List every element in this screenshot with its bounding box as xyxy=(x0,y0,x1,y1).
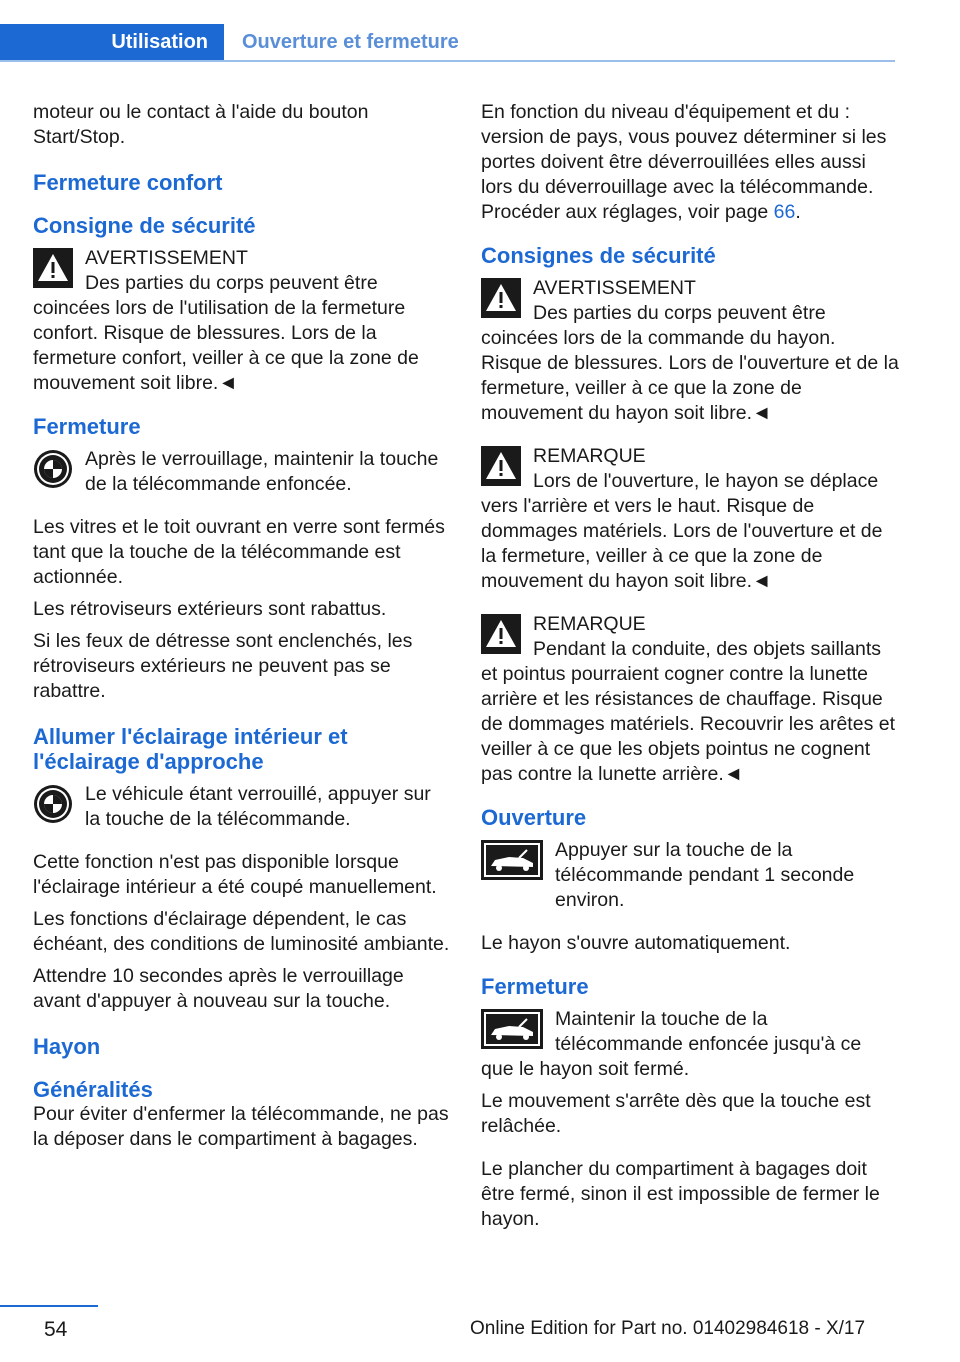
tailgate-button-icon xyxy=(481,1009,543,1049)
remark-title: REMARQUE xyxy=(533,445,646,467)
paragraph-vitres: Les vitres et le toit ouvrant en verre sont fermés tant que la touche de la télécommande est actionnée. xyxy=(33,516,445,588)
warning-title: AVERTISSEMENT xyxy=(533,277,696,299)
heading-fermeture: Fermeture xyxy=(33,414,141,439)
remark-note xyxy=(481,612,899,787)
paragraph-equipement-text: En fonction du niveau d'équipement et du : version de pays, vous pouvez déterminer si les portes doivent être déverrouillées elles aussi lors du déverrouillage avec la télécommande. Procéder aux réglages, voir page xyxy=(481,101,887,223)
heading-consigne-securite: Consigne de sécurité xyxy=(33,213,256,238)
instruction-text: Le véhicule étant verrouillé, appuyer sur la touche de la télécommande. xyxy=(85,783,431,830)
warning-text: Des parties du corps peuvent être coincées lors de la commande du hayon. Risque de blessures. Lors de l'ouverture et de la fermeture, veiller à ce que la zone de mouvement du hayon soit libre.◄ xyxy=(481,302,899,424)
paragraph-equipement-end: . xyxy=(795,201,801,223)
heading-consignes-securite: Consignes de sécurité xyxy=(481,243,716,268)
footer-rule xyxy=(0,1305,98,1307)
remark-note xyxy=(481,444,899,594)
bmw-remote-button-icon xyxy=(33,784,73,824)
heading-hayon: Hayon xyxy=(33,1034,101,1059)
warning-title: AVERTISSEMENT xyxy=(85,247,248,269)
page-number: 54 xyxy=(44,1318,68,1341)
tab-ouverture-fermeture[interactable]: Ouverture et fermeture xyxy=(242,31,459,53)
edition-label: Online Edition for Part no. 01402984618 - X/17 xyxy=(470,1318,866,1339)
header-rule xyxy=(0,60,895,62)
instruction-text: Maintenir la touche de la télécommande enfoncée jusqu'à ce que le hayon soit fermé. xyxy=(481,1008,862,1080)
warning-triangle-icon xyxy=(481,446,521,486)
tailgate-close-instruction xyxy=(481,1007,899,1082)
remark-text: Lors de l'ouverture, le hayon se déplace vers l'arrière et vers le haut. Risque de dommages matériels. Lors de l'ouverture et de la fermeture, veiller à ce que la zone de mouvement du hayon soit libre.◄ xyxy=(481,470,883,592)
warning-note xyxy=(33,246,451,396)
remote-lock-instruction xyxy=(33,447,451,497)
instruction-text: Après le verrouillage, maintenir la touche de la télécommande enfoncée. xyxy=(85,448,439,495)
remark-text: Pendant la conduite, des objets saillants et pointus pourraient cogner contre la lunette arrière et les résistances de chauffage. Risque de dommages matériels. Recouvrir les arêtes et veiller à ce que les objets pointus ne cognent pas contre la lunette arrière.◄ xyxy=(481,638,896,785)
paragraph-plancher: Le plancher du compartiment à bagages doit être fermé, sinon il est impossible de fermer le hayon. xyxy=(481,1158,880,1230)
paragraph-fonctions-eclairage: Les fonctions d'éclairage dépendent, le cas échéant, des conditions de luminosité ambiante. xyxy=(33,908,450,955)
instruction-text: Appuyer sur la touche de la télécommande pendant 1 seconde environ. xyxy=(555,839,855,911)
paragraph-hayon-souvre: Le hayon s'ouvre automatiquement. xyxy=(481,932,791,954)
paragraph-attendre: Attendre 10 secondes après le verrouillage avant d'appuyer à nouveau sur la touche. xyxy=(33,965,404,1012)
paragraph-eviter: Pour éviter d'enfermer la télécommande, ne pas la déposer dans le compartiment à bagages. xyxy=(33,1103,449,1150)
bmw-remote-button-icon xyxy=(33,449,73,489)
warning-note xyxy=(481,276,899,426)
heading-ouverture: Ouverture xyxy=(481,805,587,830)
page-header xyxy=(0,0,960,62)
tab-utilisation[interactable]: Utilisation xyxy=(0,24,224,61)
warning-text: Des parties du corps peuvent être coincées lors de l'utilisation de la fermeture confort. Risque de blessures. Lors de la fermeture confort, veiller à ce que la zone de mouvement soit libre.◄ xyxy=(33,272,419,394)
paragraph-fonction-indisponible: Cette fonction n'est pas disponible lorsque l'éclairage intérieur a été coupé manuellement. xyxy=(33,851,437,898)
heading-allumer-eclairage: Allumer l'éclairage intérieur et l'éclairage d'approche xyxy=(33,724,348,774)
paragraph-equipement xyxy=(481,100,899,225)
heading-fermeture: Fermeture xyxy=(481,974,589,999)
remote-light-instruction xyxy=(33,782,451,832)
page-reference-link[interactable]: 66 xyxy=(773,201,796,223)
heading-generalites: Généralités xyxy=(33,1077,153,1102)
tailgate-button-icon xyxy=(481,840,543,880)
paragraph-mouvement-arrete: Le mouvement s'arrête dès que la touche est relâchée. xyxy=(481,1090,871,1137)
intro-paragraph: moteur ou le contact à l'aide du bouton Start/Stop. xyxy=(33,101,369,148)
paragraph-retroviseurs: Les rétroviseurs extérieurs sont rabattus. xyxy=(33,598,387,620)
paragraph-feux: Si les feux de détresse sont enclenchés, les rétroviseurs extérieurs ne peuvent pas se rabattre. xyxy=(33,630,413,702)
warning-triangle-icon xyxy=(481,278,521,318)
tailgate-open-instruction xyxy=(481,838,899,913)
right-column xyxy=(481,100,899,1239)
warning-triangle-icon xyxy=(33,248,73,288)
remark-title: REMARQUE xyxy=(533,613,646,635)
left-column xyxy=(33,100,451,1159)
warning-triangle-icon xyxy=(481,614,521,654)
heading-fermeture-confort: Fermeture confort xyxy=(33,170,223,195)
